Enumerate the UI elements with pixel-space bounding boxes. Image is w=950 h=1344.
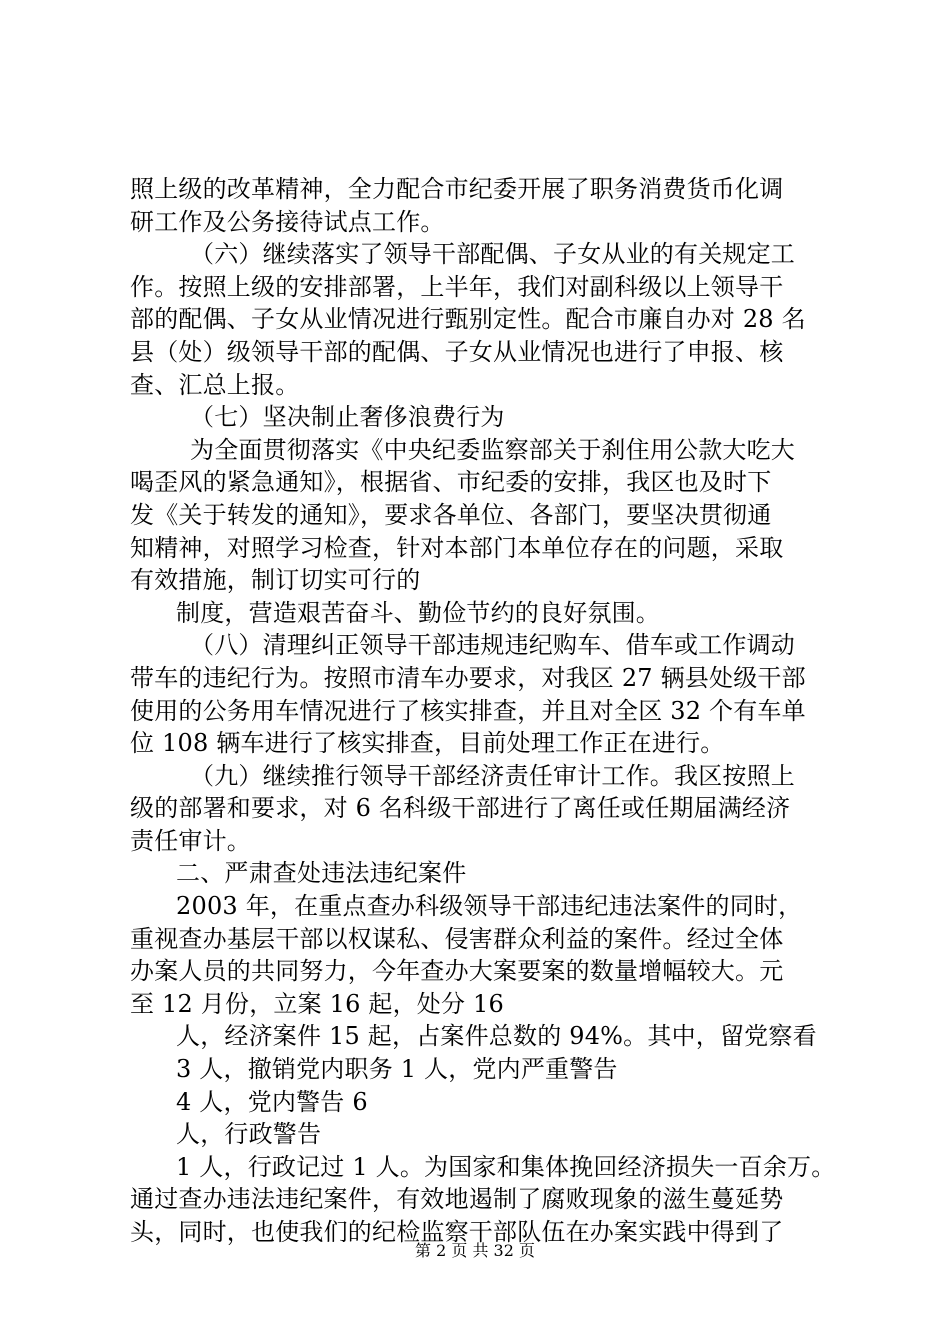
page-number-footer: 第 2 页 共 32 页 bbox=[415, 1241, 535, 1260]
text-line: 研工作及公务接待试点工作。 bbox=[130, 207, 445, 236]
text-line: 为全面贯彻落实《中央纪委监察部关于刹住用公款大吃大 bbox=[190, 435, 795, 464]
text-line: （八）清理纠正领导干部违规违纪购车、借车或工作调动 bbox=[190, 631, 795, 660]
text-line: 4 人，党内警告 6 bbox=[176, 1087, 368, 1116]
text-line: （九）继续推行领导干部经济责任审计工作。我区按照上 bbox=[190, 761, 795, 790]
text-line: 知精神，对照学习检查，针对本部门本单位存在的问题，采取 bbox=[130, 533, 784, 562]
text-line: 县（处）级领导干部的配偶、子女从业情况也进行了申报、核 bbox=[130, 337, 784, 366]
text-line: 发《关于转发的通知》，要求各单位、各部门，要坚决贯彻通 bbox=[130, 500, 772, 529]
text-line: 使用的公务用车情况进行了核实排查，并且对全区 32 个有车单 bbox=[130, 696, 806, 725]
text-line: 喝歪风的紧急通知》，根据省、市纪委的安排，我区也及时下 bbox=[130, 468, 772, 497]
text-line: 带车的违纪行为。按照市清车办要求，对我区 27 辆县处级干部 bbox=[130, 663, 806, 692]
text-line: 人，经济案件 15 起，占案件总数的 94%。其中，留党察看 bbox=[176, 1022, 817, 1051]
text-line: （六）继续落实了领导干部配偶、子女从业的有关规定工 bbox=[190, 240, 795, 269]
text-line: 1 人，行政记过 1 人。为国家和集体挽回经济损失一百余万。 bbox=[176, 1152, 836, 1181]
text-line: 重视查办基层干部以权谋私、侵害群众利益的案件。经过全体 bbox=[130, 924, 784, 953]
text-line: 查、汇总上报。 bbox=[130, 370, 300, 399]
document-body bbox=[130, 173, 850, 1249]
text-line: 2003 年，在重点查办科级领导干部违纪违法案件的同时， bbox=[176, 892, 803, 921]
text-line: 部的配偶、子女从业情况进行甄别定性。配合市廉自办对 28 名 bbox=[130, 305, 806, 334]
text-line: 通过查办违法违纪案件，有效地遏制了腐败现象的滋生蔓延势 bbox=[130, 1185, 784, 1214]
text-line: 照上级的改革精神，全力配合市纪委开展了职务消费货币化调 bbox=[130, 175, 784, 203]
text-line: 作。按照上级的安排部署，上半年，我们对副科级以上领导干 bbox=[130, 272, 784, 301]
text-line: 3 人，撤销党内职务 1 人，党内严重警告 bbox=[176, 1055, 618, 1084]
text-line: 有效措施，制订切实可行的 bbox=[130, 566, 421, 595]
text-line: 责任审计。 bbox=[130, 826, 251, 855]
text-line: 制度，营造艰苦奋斗、勤俭节约的良好氛围。 bbox=[176, 598, 660, 627]
text-line: 级的部署和要求，对 6 名科级干部进行了离任或任期届满经济 bbox=[130, 794, 791, 823]
text-line: （七）坚决制止奢侈浪费行为 bbox=[190, 403, 505, 432]
text-line: 位 108 辆车进行了核实排查，目前处理工作正在进行。 bbox=[130, 729, 725, 758]
text-line: 办案人员的共同努力，今年查办大案要案的数量增幅较大。元 bbox=[130, 957, 784, 986]
text-line: 至 12 月份，立案 16 起，处分 16 bbox=[130, 989, 504, 1018]
text-line: 头，同时，也使我们的纪检监察干部队伍在办案实践中得到了 bbox=[130, 1218, 784, 1246]
text-line: 人，行政警告 bbox=[176, 1120, 322, 1149]
text-line: 二、严肃查处违法违纪案件 bbox=[176, 859, 467, 888]
